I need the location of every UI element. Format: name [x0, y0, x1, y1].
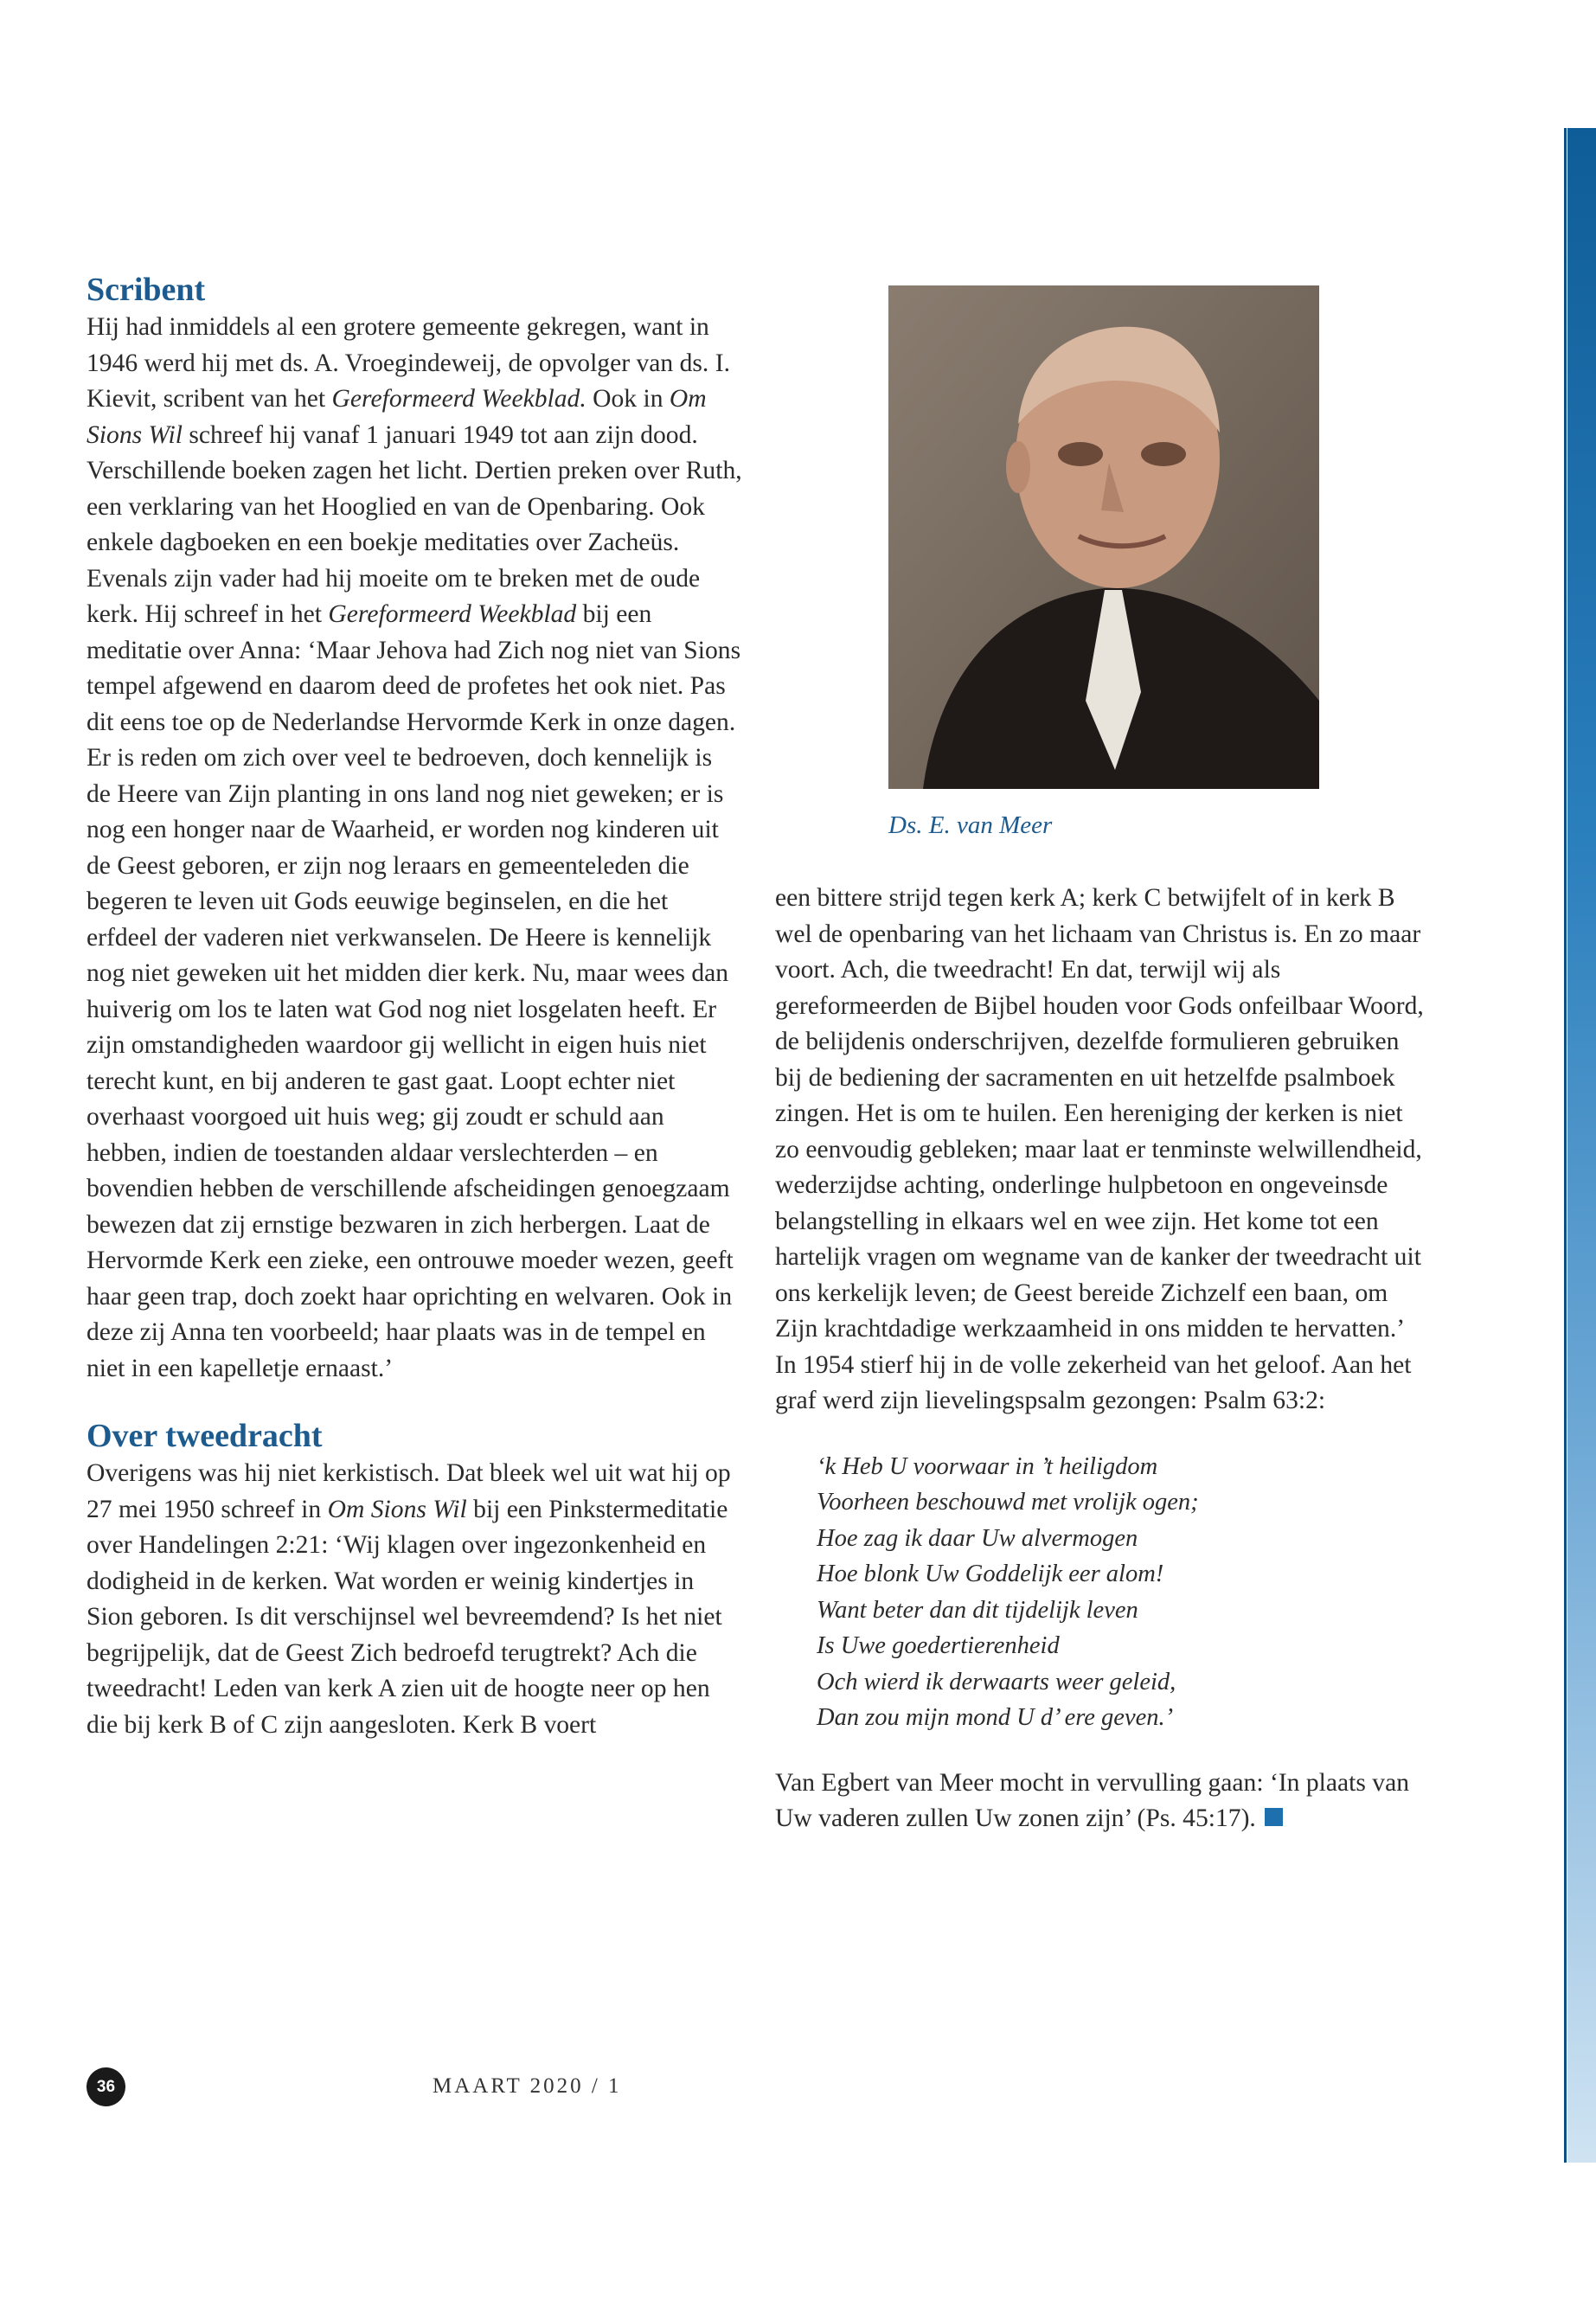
- text-run: schreef hij vanaf 1 januari 1949 tot aan zijn dood. Verschillende boeken zagen het licht. Dertien preken over Ruth, een verklaring van het Hooglied en van de Openbaring. Ook enkele dagboeken en een boekje meditaties over Zacheüs.: [87, 420, 742, 556]
- italic-title: Gereformeerd Weekblad: [328, 600, 577, 628]
- paragraph-right-2: In 1954 stierf hij in de volle zekerheid van het geloof. Aan het graf werd zijn lievelingspsalm gezongen: Psalm 63:2:: [775, 1350, 1412, 1414]
- portrait-photo: [888, 285, 1319, 789]
- text-run: Overigens was hij niet kerkistisch. Dat bleek wel uit wat hij op 27 mei 1950 schreef in: [87, 1459, 731, 1523]
- text-run: Hij had inmiddels al een grotere gemeente gekregen, want in 1946 werd hij met ds. A. Vroegindeweij, de opvolger van ds. I. Kievit, scribent van het: [87, 313, 730, 413]
- edge-rule: [1564, 128, 1567, 2163]
- paragraph-right-3: [775, 1766, 1433, 1837]
- section-heading-tweedracht: Over tweedracht: [87, 1418, 323, 1454]
- italic-title: Gereformeerd Weekblad.: [331, 385, 586, 413]
- edge-color-bar: [1567, 128, 1596, 2163]
- paragraph-right-1: een bittere strijd tegen kerk A; kerk C betwijfelt of in kerk B wel de openbaring van het lichaam van Christus is. En zo maar voort. Ach, die tweedracht! En dat, terwijl wij als gereformeerden de Bijbel houden voor Gods onfeilbaar Woord, de belijdenis onderschrijven, dezelfde formulieren gebruiken bij de bediening der sacramenten en uit hetzelfde psalmboek zingen. Het is om te huilen. Een hereniging der kerken is niet zo eenvoudig gebleken; maar laat er tenminste welwillendheid, wederzijdse achting, onderlinge hulpbetoon en ongeveinsde belangstelling in elkaars wel en wee zijn. Het kome tot een hartelijk vragen om wegname van de kanker der tweedracht uit ons kerkelijk leven; de Geest bereide Zichzelf een baan, om Zijn krachtdadige werkzaamheid in ons midden te hervatten.’: [775, 884, 1424, 1343]
- portrait-image: [888, 285, 1319, 789]
- italic-title: Om Sions Wil: [87, 385, 707, 449]
- poem-line: Och wierd ik derwaarts weer geleid,: [817, 1668, 1176, 1695]
- text-run: bij een Pinkstermeditatie over Handelingen 2:21: ‘Wij klagen over ingezonkenheid en dodigheid in de kerken. Wat worden er weinig kindertjes in Sion geboren. Is dit verschijnsel wel bevreemdend? Is het niet begrijpelijk, dat de Geest Zich bedroefd terugtrekt? Ach die tweedracht! Leden van kerk A zien uit de hoogte neer op hen die bij kerk B of C zijn aangesloten. Kerk B voert: [87, 1495, 728, 1739]
- left-column: [87, 270, 742, 1743]
- poem-line: Is Uwe goedertierenheid: [817, 1632, 1060, 1659]
- issue-label: MAART 2020 / 1: [433, 2074, 622, 2098]
- poem-line: Want beter dan dit tijdelijk leven: [817, 1596, 1138, 1624]
- italic-title: Om Sions Wil: [327, 1495, 467, 1523]
- poem-line: Hoe blonk Uw Goddelijk eer alom!: [817, 1561, 1164, 1587]
- photo-caption: Ds. E. van Meer: [888, 811, 1053, 839]
- text-run: Ook in: [586, 385, 670, 413]
- poem-line: Dan zou mijn mond U d’ ere geven.’: [817, 1704, 1174, 1731]
- poem-line: ‘k Heb U voorwaar in ’t heiligdom: [817, 1452, 1158, 1480]
- text-run: Evenals zijn vader had hij moeite om te breken met de oude kerk. Hij schreef in het: [87, 564, 701, 628]
- psalm-quote: [817, 1449, 1433, 1736]
- paragraph-scribent-2: [87, 561, 742, 1388]
- end-mark-icon: [1265, 1808, 1283, 1826]
- poem-line: Voorheen beschouwd met vrolijk ogen;: [817, 1489, 1199, 1516]
- paragraph-tweedracht-1: [87, 1456, 742, 1743]
- page-number: 36: [87, 2067, 125, 2106]
- text-run: Van Egbert van Meer mocht in vervulling gaan: ‘In plaats van Uw vaderen zullen Uw zonen zijn’ (Ps. 45:17).: [775, 1768, 1410, 1832]
- poem-line: Hoe zag ik daar Uw alvermogen: [817, 1524, 1138, 1552]
- page-number-badge: [87, 2067, 125, 2106]
- section-heading-scribent: Scribent: [87, 272, 206, 308]
- right-column: [775, 881, 1433, 1837]
- text-run: bij een meditatie over Anna: ‘Maar Jehova had Zich nog niet van Sions tempel afgewend en daarom deed de profetes het ook niet. Pas dit eens toe op de Nederlandse Hervormde Kerk in onze dagen. Er is reden om zich over veel te bedroeven, doch kennelijk is de Heere van Zijn planting in ons land nog niet geweken; er is nog een honger naar de Waarheid, er worden nog kinderen uit de Geest geboren, er zijn nog leraars en gemeenteleden die begeren te leven uit Gods eeuwige beginselen, en die het erfdeel der vaderen niet verkwanselen. De Heere is kennelijk nog niet geweken uit het midden dier kerk. Nu, maar wees dan huiverig om los te laten wat God nog niet losgelaten heeft. Er zijn omstandigheden waardoor gij wellicht in eigen huis niet terecht kunt, en bij anderen te gast gaat. Loopt echter niet overhaast voorgoed uit huis weg; gij zoudt er schuld aan hebben, indien de toestanden aldaar verslechterden – en bovendien hebben de verschillende afscheidingen genoegzaam bewezen dat zij ernstige bezwaren in zich herbergen. Laat de Hervormde Kerk een zieke, een ontrouwe moeder wezen, geeft haar geen trap, doch zoekt haar oprichting en welvaren. Ook in deze zij Anna ten voorbeeld; haar plaats was in de tempel en niet in een kapelletje ernaast.’: [87, 600, 741, 1382]
- paragraph-scribent-1: [87, 310, 742, 561]
